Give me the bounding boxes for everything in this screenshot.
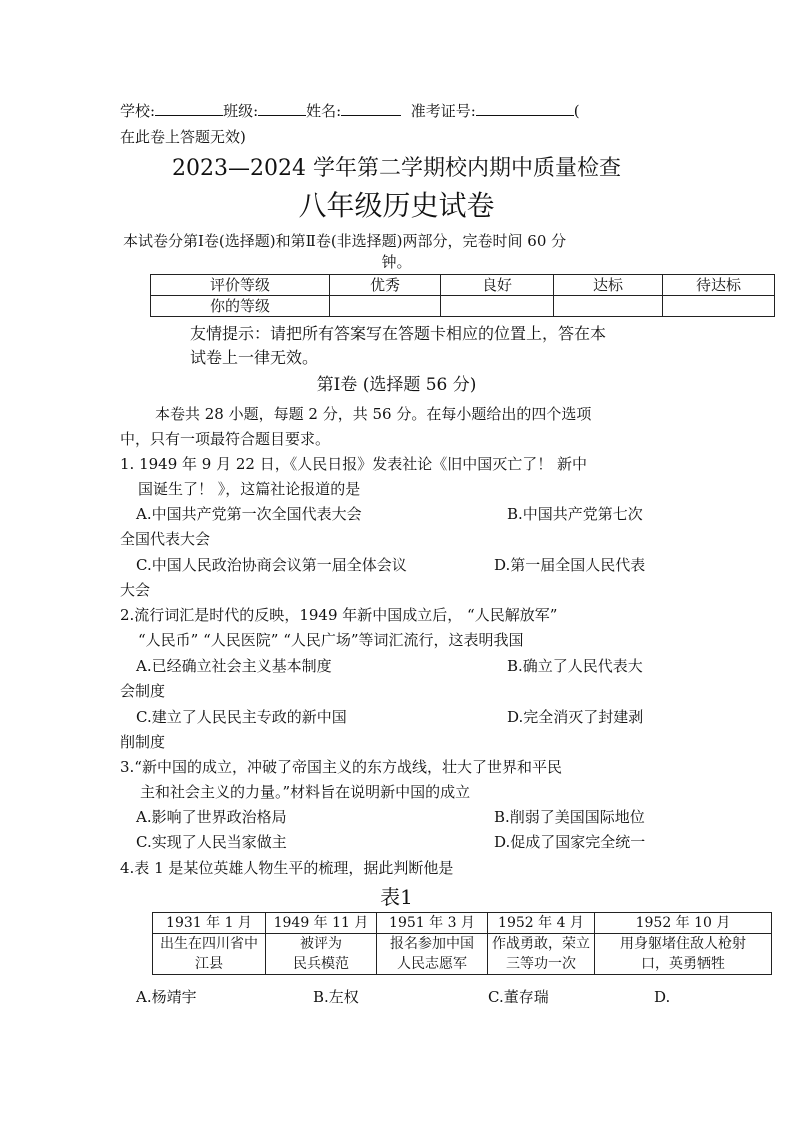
date-cell: 1931 年 1 月 — [153, 913, 266, 934]
section-title: 第Ⅰ卷 (选择题 56 分) — [316, 375, 477, 395]
school-label: 学校: — [120, 102, 156, 120]
q3-stem: 3.“新中国的成立，冲破了帝国主义的东方战线，壮大了世界和平民 — [120, 758, 562, 776]
name-blank[interactable] — [341, 100, 401, 116]
event-line: 江县 — [195, 956, 223, 972]
q4-option-d: D. — [654, 988, 671, 1006]
tip-text-cont: 试卷上一律无效。 — [190, 348, 319, 367]
event-cell — [377, 934, 488, 975]
event-line: 民兵模范 — [293, 956, 349, 972]
invalid-note: 在此卷上答题无效) — [120, 128, 246, 146]
school-blank[interactable] — [155, 100, 223, 116]
event-line: 出生在四川省中 — [160, 936, 258, 952]
class-blank[interactable] — [258, 100, 306, 116]
event-line: 口，英勇牺牲 — [641, 956, 725, 972]
table-row-events — [153, 934, 772, 975]
event-line: 作战勇敢，荣立 — [492, 936, 590, 952]
date-cell: 1952 年 4 月 — [488, 913, 595, 934]
date-cell: 1952 年 10 月 — [595, 913, 772, 934]
event-line: 用身躯堵住敌人枪射 — [620, 936, 746, 952]
exam-title: 2023—2024 学年第二学期校内期中质量检查 — [172, 156, 621, 181]
grade-cell[interactable] — [663, 296, 775, 317]
event-line: 报名参加中国 — [390, 936, 474, 952]
q2-stem-cont: “人民币” “人民医院” “人民广场”等词汇流行，这表明我国 — [138, 631, 524, 649]
event-cell — [266, 934, 377, 975]
grade-header-cell: 达标 — [554, 275, 663, 296]
grade-row-label: 你的等级 — [151, 296, 330, 317]
q1-option-d: D.第一届全国人民代表 — [494, 556, 646, 574]
event-line: 三等功一次 — [506, 956, 576, 972]
q3-option-d: D.促成了国家完全统一 — [494, 833, 646, 851]
event-cell — [595, 934, 772, 975]
q1-stem: 1. 1949 年 9 月 22 日，《人民日报》发表社论《旧中国灭亡了！ 新中 — [120, 455, 587, 473]
exam-no-blank[interactable] — [476, 100, 574, 116]
table-row-dates — [153, 913, 772, 934]
class-label: 班级: — [223, 102, 259, 120]
table-1-title: 表1 — [380, 885, 413, 909]
section-desc: 本卷共 28 小题，每题 2 分，共 56 分。在每小题给出的四个选项 — [155, 405, 592, 423]
event-cell — [488, 934, 595, 975]
exam-no-label: 准考证号: — [410, 102, 476, 120]
grade-header-cell: 评价等级 — [151, 275, 330, 296]
q4-option-b: B.左权 — [313, 988, 359, 1006]
grade-value-row — [151, 296, 775, 317]
q1-option-d-cont: 大会 — [120, 581, 151, 599]
grade-table — [150, 274, 775, 317]
q4-stem: 4.表 1 是某位英雄人物生平的梳理，据此判断他是 — [120, 859, 454, 877]
q2-option-b: B.确立了人民代表大 — [507, 657, 643, 675]
student-info-line — [120, 100, 580, 122]
intro-text: 本试卷分第Ⅰ卷(选择题)和第Ⅱ卷(非选择题)两部分，完卷时间 60 分 — [123, 232, 567, 250]
date-cell: 1951 年 3 月 — [377, 913, 488, 934]
q1-option-b: B.中国共产党第七次 — [507, 505, 643, 523]
grade-header-cell: 优秀 — [330, 275, 441, 296]
q4-option-c: C.董存瑞 — [488, 988, 549, 1006]
grade-cell[interactable] — [441, 296, 554, 317]
q3-option-a: A.影响了世界政治格局 — [136, 808, 287, 826]
q2-option-d: D.完全消灭了封建剥 — [507, 708, 644, 726]
q2-stem: 2.流行词汇是时代的反映，1949 年新中国成立后， “人民解放军” — [120, 606, 558, 624]
section-desc-cont: 中，只有一项最符合题目要求。 — [120, 430, 331, 448]
event-cell — [153, 934, 266, 975]
q1-option-b-cont: 全国代表大会 — [120, 530, 211, 548]
q2-option-c: C.建立了人民民主专政的新中国 — [136, 708, 347, 726]
hero-timeline-table — [152, 912, 772, 975]
grade-cell[interactable] — [554, 296, 663, 317]
intro-text-cont: 钟。 — [381, 253, 412, 271]
q2-option-d-cont: 削制度 — [120, 733, 166, 751]
event-line: 人民志愿军 — [397, 956, 467, 972]
q2-option-b-cont: 会制度 — [120, 682, 166, 700]
grade-header-cell: 待达标 — [663, 275, 775, 296]
q3-stem-cont: 主和社会主义的力量。”材料旨在说明新中国的成立 — [140, 783, 471, 801]
event-line: 被评为 — [300, 936, 342, 952]
name-label: 姓名: — [306, 102, 342, 120]
q2-option-a: A.已经确立社会主义基本制度 — [136, 657, 332, 675]
q3-option-c: C.实现了人民当家做主 — [136, 833, 287, 851]
q3-option-b: B.削弱了美国国际地位 — [494, 808, 645, 826]
grade-cell[interactable] — [330, 296, 441, 317]
q1-option-c: C.中国人民政治协商会议第一届全体会议 — [136, 556, 407, 574]
q4-option-a: A.杨靖宇 — [136, 988, 197, 1006]
grade-header-cell: 良好 — [441, 275, 554, 296]
q1-stem-cont: 国诞生了！ 》，这篇社论报道的是 — [138, 480, 361, 498]
tip-text: 友情提示：请把所有答案写在答题卡相应的位置上，答在本 — [190, 324, 607, 343]
grade-header-row — [151, 275, 775, 296]
paren-open: ( — [573, 102, 580, 120]
date-cell: 1949 年 11 月 — [266, 913, 377, 934]
q1-option-a: A.中国共产党第一次全国代表大会 — [136, 505, 362, 523]
exam-subject-title: 八年级历史试卷 — [298, 189, 495, 222]
